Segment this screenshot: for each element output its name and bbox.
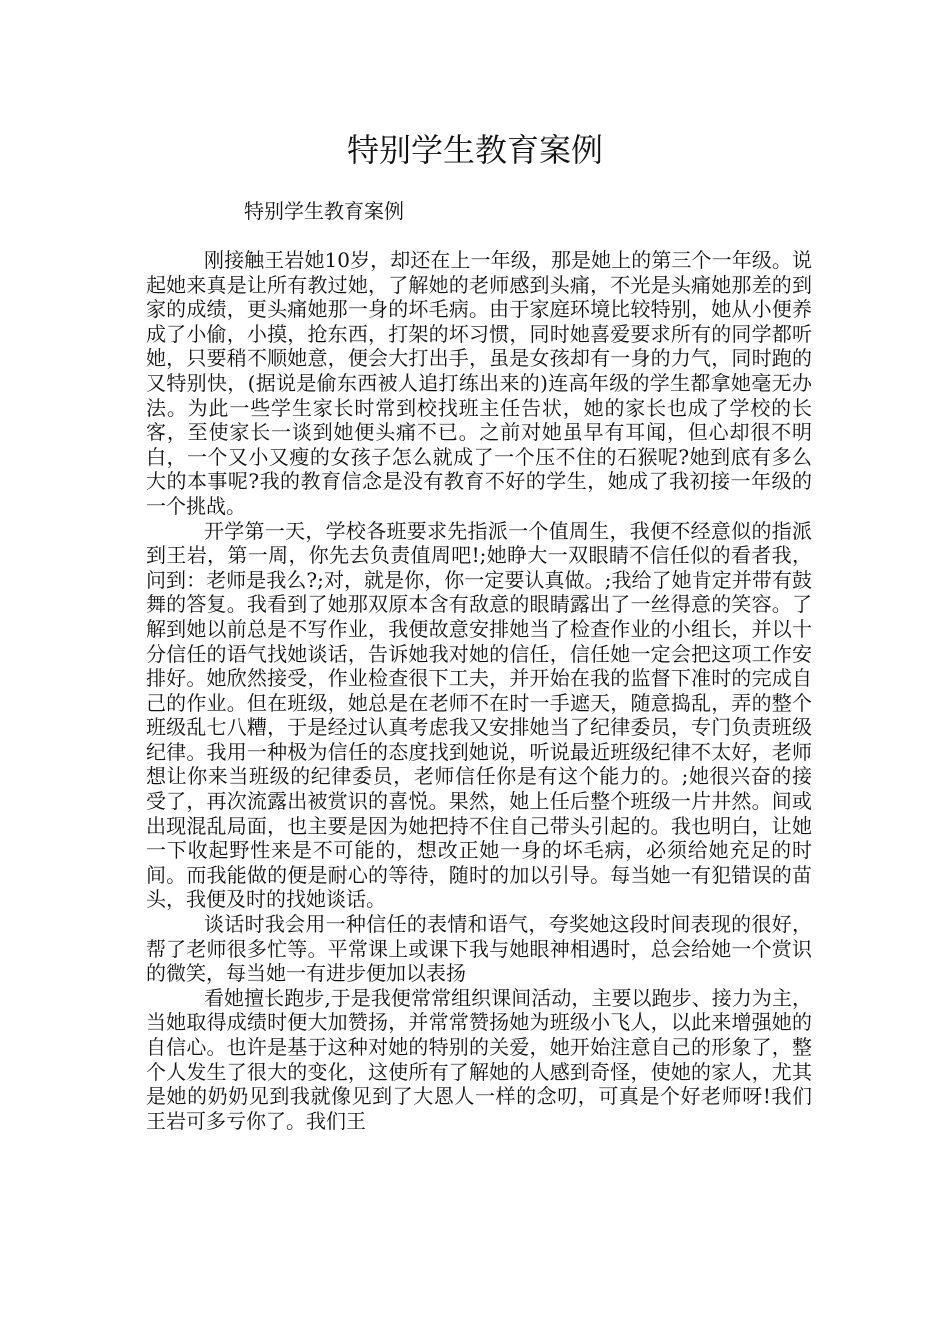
document-body — [146, 248, 812, 1133]
document-subtitle: 特别学生教育案例 — [244, 199, 404, 223]
paragraph-4: 看她擅长跑步,于是我便常常组织课间活动，主要以跑步、接力为主，当她取得成绩时便大加赞扬，并常常赞扬她为班级小飞人，以此来增强她的自信心。也许是基于这种对她的特别的关爱，她开始注意自己的形象了，整个人发生了很大的变化，这使所有了解她的人感到奇怪，使她的家人，尤其是她的奶奶见到我就像见到了大恩人一样的念叨，可真是个好老师呀!我们王岩可多亏你了。我们王 — [146, 985, 812, 1133]
paragraph-1: 刚接触王岩她10岁，却还在上一年级，那是她上的第三个一年级。说起她来真是让所有教过她，了解她的老师感到头痛，不光是头痛她那差的到家的成绩，更头痛她那一身的坏毛病。由于家庭环境比较特别，她从小便养成了小偷，小摸，抢东西，打架的坏习惯，同时她喜爱要求所有的同学都听她，只要稍不顺她意，便会大打出手，虽是女孩却有一身的力气，同时跑的又特别快，(据说是偷东西被人追打练出来的)连高年级的学生都拿她毫无办法。为此一些学生家长时常到校找班主任告状，她的家长也成了学校的长客，至使家长一谈到她便头痛不已。之前对她虽早有耳闻，但心却很不明白，一个又小又瘦的女孩子怎么就成了一个压不住的石猴呢?她到底有多么大的本事呢?我的教育信念是没有教育不好的学生，她成了我初接一年级的一个挑战。 — [146, 248, 812, 518]
paragraph-3: 谈话时我会用一种信任的表情和语气，夸奖她这段时间表现的很好，帮了老师很多忙等。平常课上或课下我与她眼神相遇时，总会给她一个赏识的微笑，每当她一有进步便加以表扬 — [146, 912, 812, 986]
paragraph-2: 开学第一天，学校各班要求先指派一个值周生，我便不经意似的指派到王岩，第一周，你先去负责值周吧!;她睁大一双眼睛不信任似的看者我，问到：老师是我么?;对，就是你，你一定要认真做。;我给了她肯定并带有鼓舞的答复。我看到了她那双原本含有敌意的眼睛露出了一丝得意的笑容。了解到她以前总是不写作业，我便故意安排她当了检查作业的小组长，并以十分信任的语气找她谈话，告诉她我对她的信任，信任她一定会把这项工作安排好。她欣然接受，作业检查很下工夫，并开始在我的监督下准时的完成自己的作业。但在班级，她总是在老师不在时一手遮天，随意捣乱，弄的整个班级乱七八糟，于是经过认真考虑我又安排她当了纪律委员，专门负责班级纪律。我用一种极为信任的态度找到她说，听说最近班级纪律不太好，老师想让你来当班级的纪律委员，老师信任你是有这个能力的。;她很兴奋的接受了，再次流露出被赏识的喜悦。果然，她上任后整个班级一片井然。间或出现混乱局面，也主要是因为她把持不住自己带头引起的。我也明白，让她一下收起野性来是不可能的，想改正她一身的坏毛病，必须给她充足的时间。而我能做的便是耐心的等待，随时的加以引导。每当她一有犯错误的苗头，我便及时的找她谈话。 — [146, 518, 812, 912]
document-title: 特别学生教育案例 — [346, 131, 603, 169]
